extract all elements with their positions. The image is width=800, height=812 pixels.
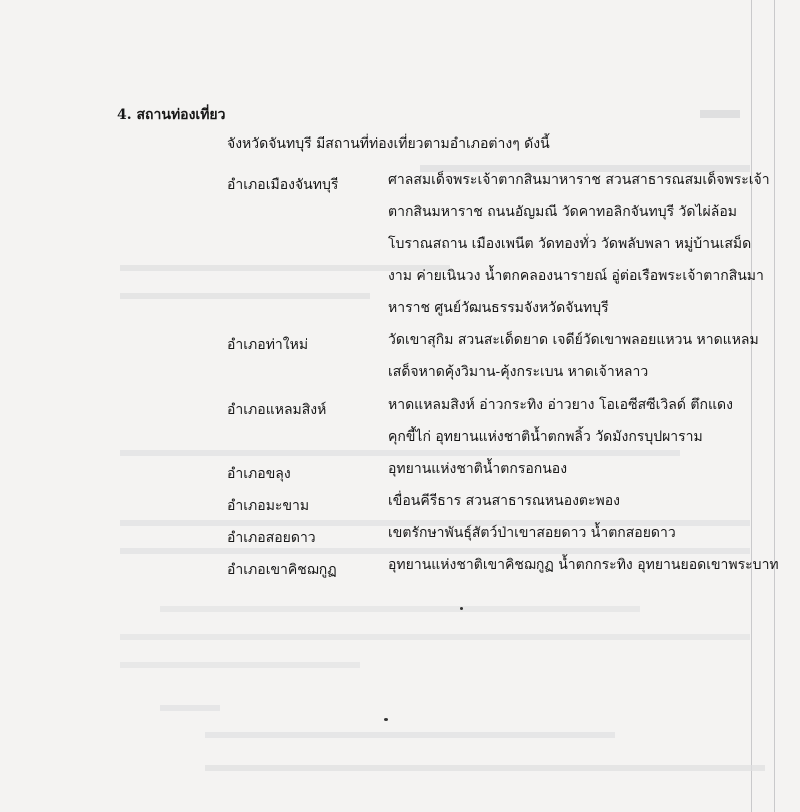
intro-text: จังหวัดจันทบุรี มีสถานที่ท่องเที่ยวตามอำเภอต่างๆ ดังนี้ bbox=[227, 136, 550, 152]
district-places bbox=[388, 453, 800, 485]
district-places bbox=[388, 485, 800, 517]
scan-speck bbox=[384, 718, 388, 721]
district-places bbox=[388, 517, 800, 549]
place-line: หาราช ศูนย์วัฒนธรรมจังหวัดจันทบุรี bbox=[388, 300, 609, 316]
district-name: อำเภอท่าใหม่ bbox=[227, 337, 309, 353]
district-name: อำเภอเขาคิชฌกูฏ bbox=[227, 562, 337, 578]
place-line: อุทยานแห่งชาติเขาคิชฌกูฏ น้ำตกกระทิง อุทยานยอดเขาพระบาท bbox=[388, 557, 779, 573]
place-line: เขตรักษาพันธุ์สัตว์ป่าเขาสอยดาว น้ำตกสอยดาว bbox=[388, 525, 676, 541]
district-name: อำเภอสอยดาว bbox=[227, 530, 316, 546]
place-line: คุกขี้ไก่ อุทยานแห่งชาติน้ำตกพลิ้ว วัดมังกรบุปผาราม bbox=[388, 429, 703, 445]
district-places bbox=[388, 549, 800, 581]
place-line: วัดเขาสุกิม สวนสะเด็ดยาด เจดีย์วัดเขาพลอยแหวน หาดแหลม bbox=[388, 332, 759, 348]
place-line: หาดแหลมสิงห์ อ่าวกระทิง อ่าวยาง โอเอซีสซีเวิลด์ ตึกแดง bbox=[388, 397, 733, 413]
scan-speck bbox=[460, 607, 463, 610]
place-line: อุทยานแห่งชาติน้ำตกรอกนอง bbox=[388, 461, 568, 477]
place-line: ตากสินมหาราช ถนนอัญมณี วัดคาทอลิกจันทบุรี วัดไผ่ล้อม bbox=[388, 204, 737, 220]
place-line: ศาลสมเด็จพระเจ้าตากสินมาหาราช สวนสาธารณสมเด็จพระเจ้า bbox=[388, 172, 770, 188]
district-name: อำเภอเมืองจันทบุรี bbox=[227, 177, 339, 193]
place-line: เขื่อนคีรีธาร สวนสาธารณหนองตะพอง bbox=[388, 493, 621, 509]
district-places bbox=[388, 389, 800, 453]
district-name: อำเภอขลุง bbox=[227, 466, 291, 482]
place-line: เสด็จหาดคุ้งวิมาน-คุ้งกระเบน หาดเจ้าหลาว bbox=[388, 364, 649, 380]
district-name: อำเภอแหลมสิงห์ bbox=[227, 402, 327, 418]
district-name: อำเภอมะขาม bbox=[227, 498, 310, 514]
district-places bbox=[388, 164, 800, 324]
section-heading: 4. สถานท่องเที่ยว bbox=[117, 107, 226, 123]
place-line: งาม ค่ายเนินวง น้ำตกคลองนารายณ์ อู่ต่อเรือพระเจ้าตากสินมา bbox=[388, 268, 764, 284]
place-line: โบราณสถาน เมืองเพนีต วัดทองทั่ว วัดพลับพลา หมู่บ้านเสม็ด bbox=[388, 236, 752, 252]
district-places bbox=[388, 324, 800, 388]
